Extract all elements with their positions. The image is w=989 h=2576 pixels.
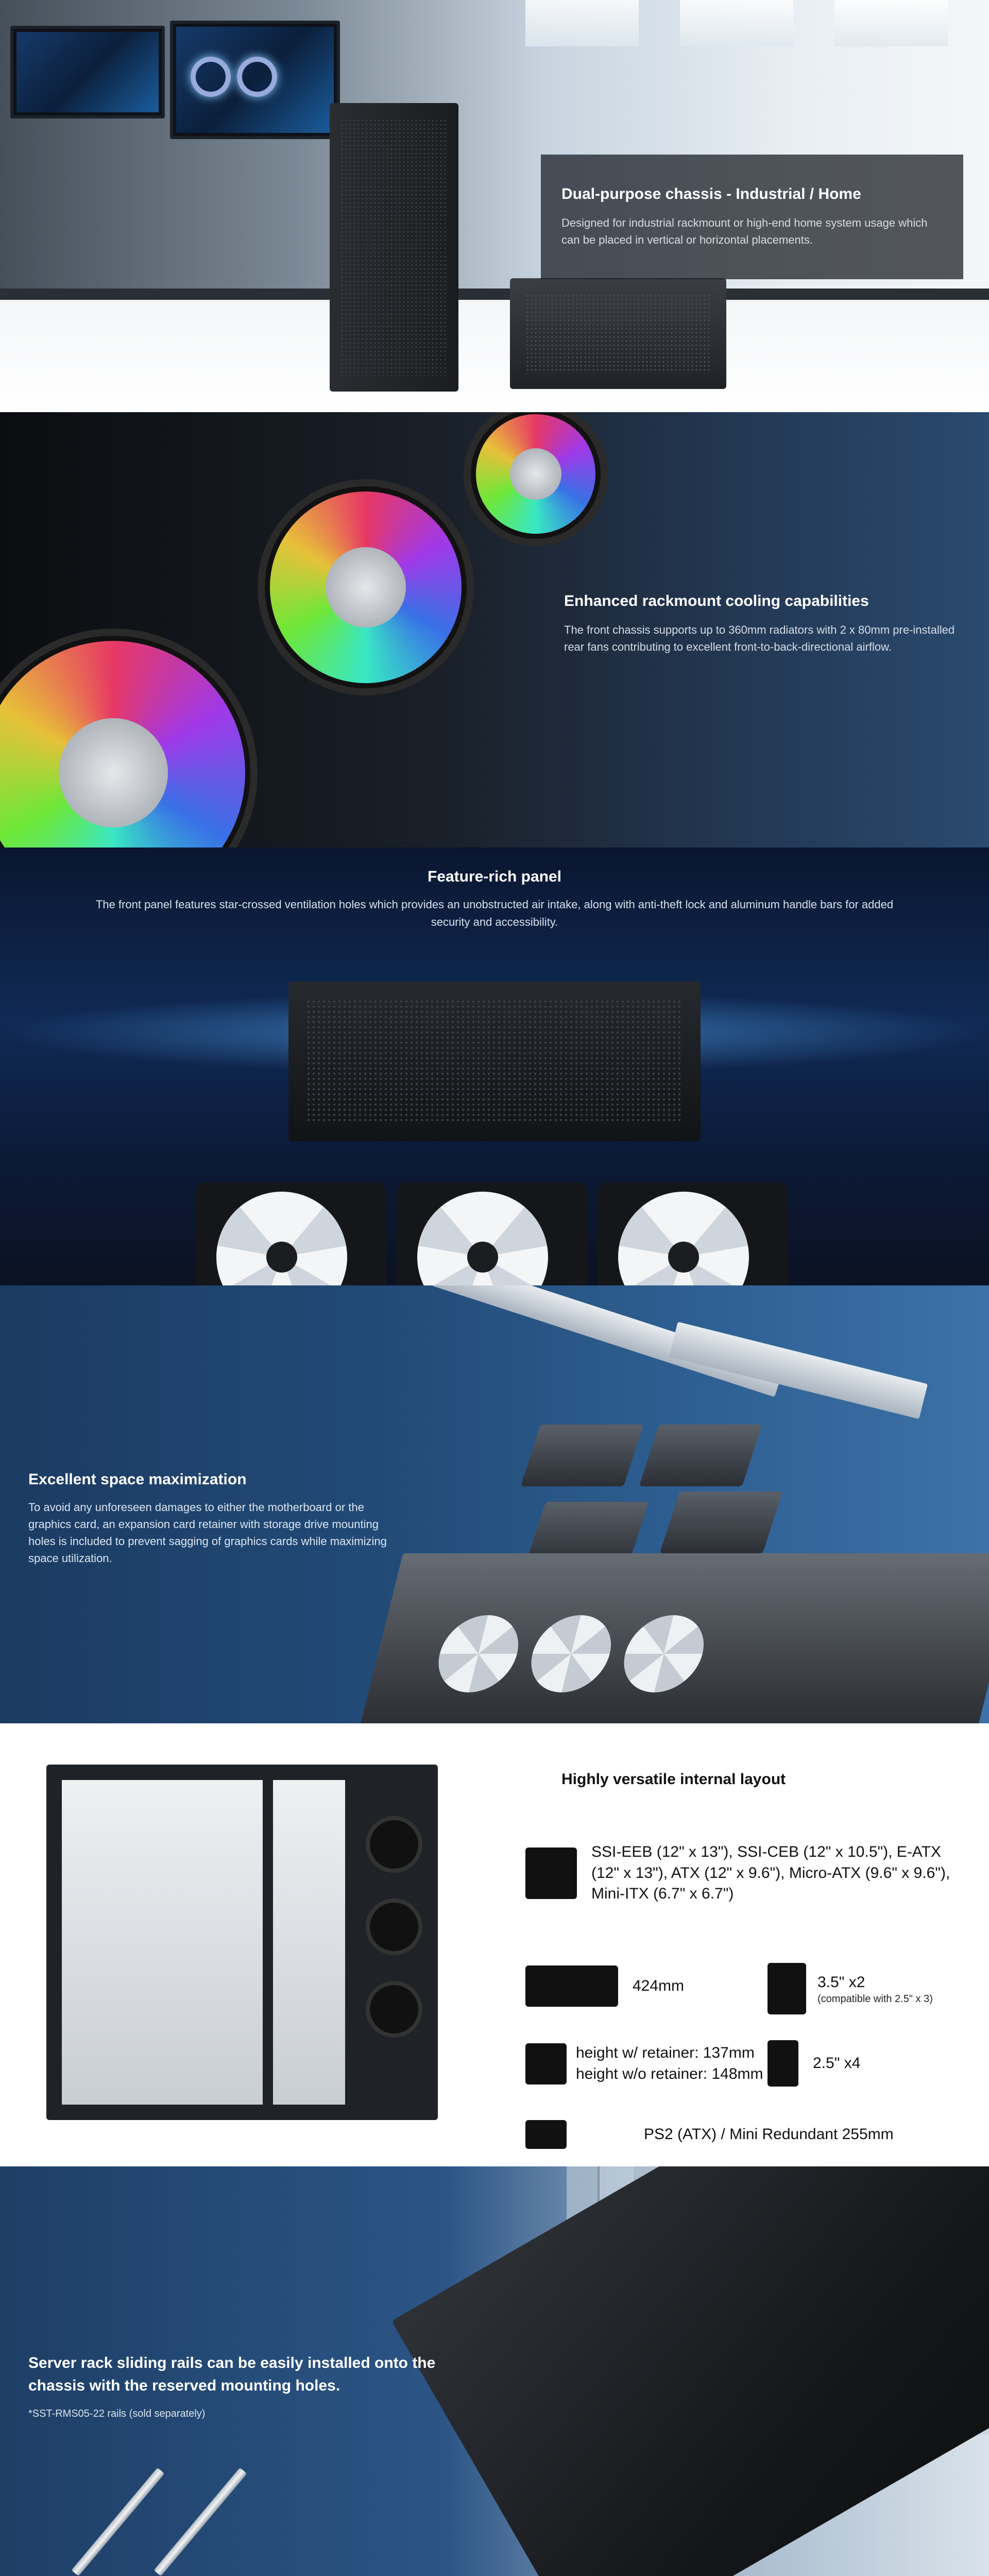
- radiator-spec-text: 424mm: [633, 1977, 685, 1994]
- monitor-image: [10, 26, 165, 118]
- space-section: [0, 1285, 989, 1723]
- front-panel-image: [288, 981, 701, 1141]
- hdd-icon: [768, 1963, 806, 2014]
- rails-title: Server rack sliding rails can be easily installed onto the chassis with the reserved mounting holes.: [28, 2354, 436, 2394]
- chassis-interior-image: [360, 1553, 989, 1723]
- rgb-fan-ring: [191, 57, 231, 97]
- drive25-spec: [768, 2040, 860, 2087]
- rgb-fan-image: [258, 479, 474, 696]
- motherboard-spec: [525, 1842, 952, 1905]
- hero-title: Dual-purpose chassis - Industrial / Home: [561, 185, 861, 202]
- rail-image: [154, 2468, 247, 2576]
- drive35-text: 3.5" x2: [817, 1974, 865, 1991]
- desk: [0, 289, 989, 300]
- ceiling-light: [834, 0, 948, 46]
- cooling-title: Enhanced rackmount cooling capabilities: [564, 592, 869, 609]
- psu-spec: [525, 2120, 894, 2149]
- white-fan-image: [196, 1182, 386, 1285]
- front-panel-body: The front panel features star-crossed ventilation holes which provides an unobstructed air intake, along with anti-theft lock and aluminum handle bars for added security and accessibility.: [95, 898, 894, 929]
- drive25-text: 2.5" x4: [813, 2054, 861, 2072]
- radiator-spec: [525, 1965, 684, 2007]
- rgb-fan-image: [464, 412, 608, 546]
- rails-note: *SST-RMS05-22 rails (sold separately): [28, 2408, 206, 2419]
- space-title: Excellent space maximization: [28, 1471, 247, 1488]
- psu-icon: [525, 2120, 567, 2149]
- rgb-fan-image: [0, 629, 258, 848]
- white-fan-image: [397, 1182, 587, 1285]
- cooling-body: The front chassis supports up to 360mm radiators with 2 x 80mm pre-installed rear fans contributing to excellent front-to-back-directional airflow.: [564, 623, 955, 653]
- space-body: To avoid any unforeseen damages to either the motherboard or the graphics card, an expansion card retainer with storage drive mounting holes is included to prevent sagging of graphics cards while maximizing space utilization.: [28, 1501, 387, 1565]
- front-panel-title: Feature-rich panel: [427, 868, 562, 885]
- drive35-note: (compatible with 2.5" x 3): [817, 1993, 933, 2005]
- cooler-spec-text: height w/ retainer: 137mm height w/o retainer: 148mm: [576, 2044, 763, 2082]
- radiator-icon: [525, 1965, 618, 2007]
- drive-image: [521, 1425, 644, 1486]
- white-fan-image: [598, 1182, 788, 1285]
- layout-section: [0, 1723, 989, 2166]
- rail-image: [72, 2468, 165, 2576]
- layout-title: Highly versatile internal layout: [561, 1771, 786, 1788]
- drive35-spec: [768, 1963, 933, 2014]
- motherboard-spec-text: SSI-EEB (12" x 13"), SSI-CEB (12" x 10.5"), E-ATX (12" x 13"), ATX (12" x 9.6"), Micro-ATX (9.6" x 9.6"), Mini-ITX (6.7" x 6.7"): [591, 1843, 950, 1902]
- ceiling-light: [680, 0, 793, 46]
- drive-image: [639, 1425, 762, 1486]
- ssd-icon: [768, 2040, 798, 2087]
- cooler-spec: [525, 2043, 763, 2084]
- psu-spec-text: PS2 (ATX) / Mini Redundant 255mm: [644, 2125, 894, 2143]
- cpu-cooler-icon: [525, 2043, 567, 2084]
- rails-section: [0, 2166, 989, 2576]
- hero-section: [0, 0, 989, 412]
- vertical-chassis-image: [330, 103, 458, 392]
- drive-image: [660, 1492, 783, 1553]
- cooling-section: [0, 412, 989, 848]
- horizontal-chassis-image: [510, 278, 726, 389]
- front-panel-text: [0, 868, 989, 931]
- hero-textbox: [541, 155, 963, 279]
- rails-text: [28, 2352, 492, 2420]
- rgb-fan-ring: [237, 57, 277, 97]
- hero-body: Designed for industrial rackmount or high-end home system usage which can be placed in vertical or horizontal placements.: [561, 216, 928, 246]
- cooling-text: [564, 592, 966, 655]
- space-text: [28, 1471, 399, 1567]
- motherboard-icon: [525, 1848, 577, 1899]
- front-panel-section: [0, 848, 989, 1285]
- ceiling-light: [525, 0, 639, 46]
- chassis-top-view-image: [46, 1765, 438, 2120]
